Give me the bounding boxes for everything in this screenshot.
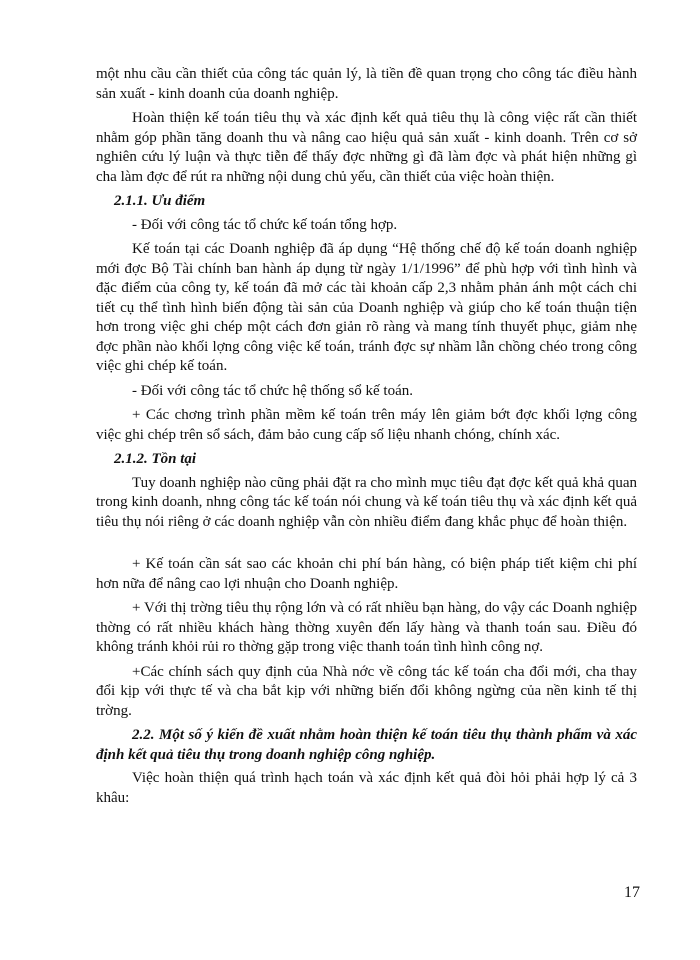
paragraph-sales-costs: + Kế toán cần sát sao các khoản chi phí bán hàng, có biện pháp tiết kiệm chi phí hơn nữa để nâng cao lợi nhuận cho Doanh nghiệp. xyxy=(96,556,637,592)
paragraph-shortcomings-intro: Tuy doanh nghiệp nào cũng phải đặt ra cho mình mục tiêu đạt đợc kết quả khả quan trong kinh doanh, nhng công tác kế toán nói chung và kế toán tiêu thụ và xác định kết quả tiêu thụ nói riêng ở các doanh nghiệp vẫn còn nhiều điểm đang khắc phục để hoàn thiện. xyxy=(96,474,637,530)
paragraph-state-policy: +Các chính sách quy định của Nhà nớc về công tác kế toán cha đổi mới, cha thay đổi kịp với thực tế và cha bắt kịp với những biến đổi không ngừng của nền kinh tế thị trờng. xyxy=(96,663,637,719)
paragraph-three-stages: Việc hoàn thiện quá trình hạch toán và xác định kết quả đòi hỏi phải hợp lý cả 3 khâu: xyxy=(96,770,637,806)
paragraph-general-accounting: - Đối với công tác tổ chức kế toán tổng hợp. xyxy=(132,216,398,233)
heading-proposals: 2.2. Một số ý kiến đề xuất nhằm hoàn thiện kế toán tiêu thụ thành phẩm và xác định kết quả tiêu thụ trong doanh nghiệp công nghiệp. xyxy=(96,727,637,763)
paragraph-market-risk: + Với thị trờng tiêu thụ rộng lớn và có rất nhiều bạn hàng, do vậy các Doanh nghiệp thờng có rất nhiều khách hàng thờng xuyên đến lấy hàng và thanh toán sau. Điều đó không tránh khỏi rủi ro thờng gặp trong việc thanh toán tình hình công nợ. xyxy=(96,600,637,655)
heading-advantages: 2.1.1. Ưu điểm xyxy=(114,193,206,209)
paragraph-improvement-purpose: Hoàn thiện kế toán tiêu thụ và xác định kết quả tiêu thụ là công việc rất cần thiết nhằm góp phần tăng doanh thu và nâng cao hiệu quả sản xuất - kinh doanh. Trên cơ sở nghiên cứu lý luận và thực tiễn để thấy đợc những gì đã làm đợc và phát hiện những gì cha làm đợc để rút ra những nội dung chủ yếu, cần thiết của việc hoàn thiện. xyxy=(96,110,637,185)
document-page xyxy=(96,65,637,813)
paragraph-ledger-system: - Đối với công tác tổ chức hệ thống sổ kế toán. xyxy=(132,382,413,399)
page-number: 17 xyxy=(624,884,640,901)
paragraph-software: + Các chơng trình phần mềm kế toán trên máy lên giảm bớt đợc khối lợng công việc ghi chép trên sổ sách, đảm bảo cung cấp số liệu nhanh chóng, chính xác. xyxy=(96,407,637,443)
paragraph-accounting-regime: Kế toán tại các Doanh nghiệp đã áp dụng “Hệ thống chế độ kế toán doanh nghiệp mới đợc Bộ Tài chính ban hành áp dụng từ ngày 1/1/1996” để phù hợp với tình hình và đặc điểm của công ty, kế toán đã mở các tài khoản cấp 2,3 nhằm phản ánh một cách chi tiết cụ thể tình hình biến động tài sản của Doanh nghiệp và giúp cho kế toán thuận tiện hơn trong việc ghi chép một cách đơn giản rõ ràng và mang tính thuyết phục, giảm nhẹ đợc phần nào khối lợng công việc kế toán, tránh đợc sự nhầm lẫn chồng chéo trong công việc ghi chép kế toán. xyxy=(96,241,637,374)
paragraph-gap xyxy=(96,537,637,555)
paragraph-intro-continuation: một nhu cầu cần thiết của công tác quản lý, là tiền đề quan trọng cho công tác điều hành sản xuất - kinh doanh của doanh nghiệp. xyxy=(96,66,637,102)
heading-shortcomings: 2.1.2. Tồn tại xyxy=(114,451,197,467)
